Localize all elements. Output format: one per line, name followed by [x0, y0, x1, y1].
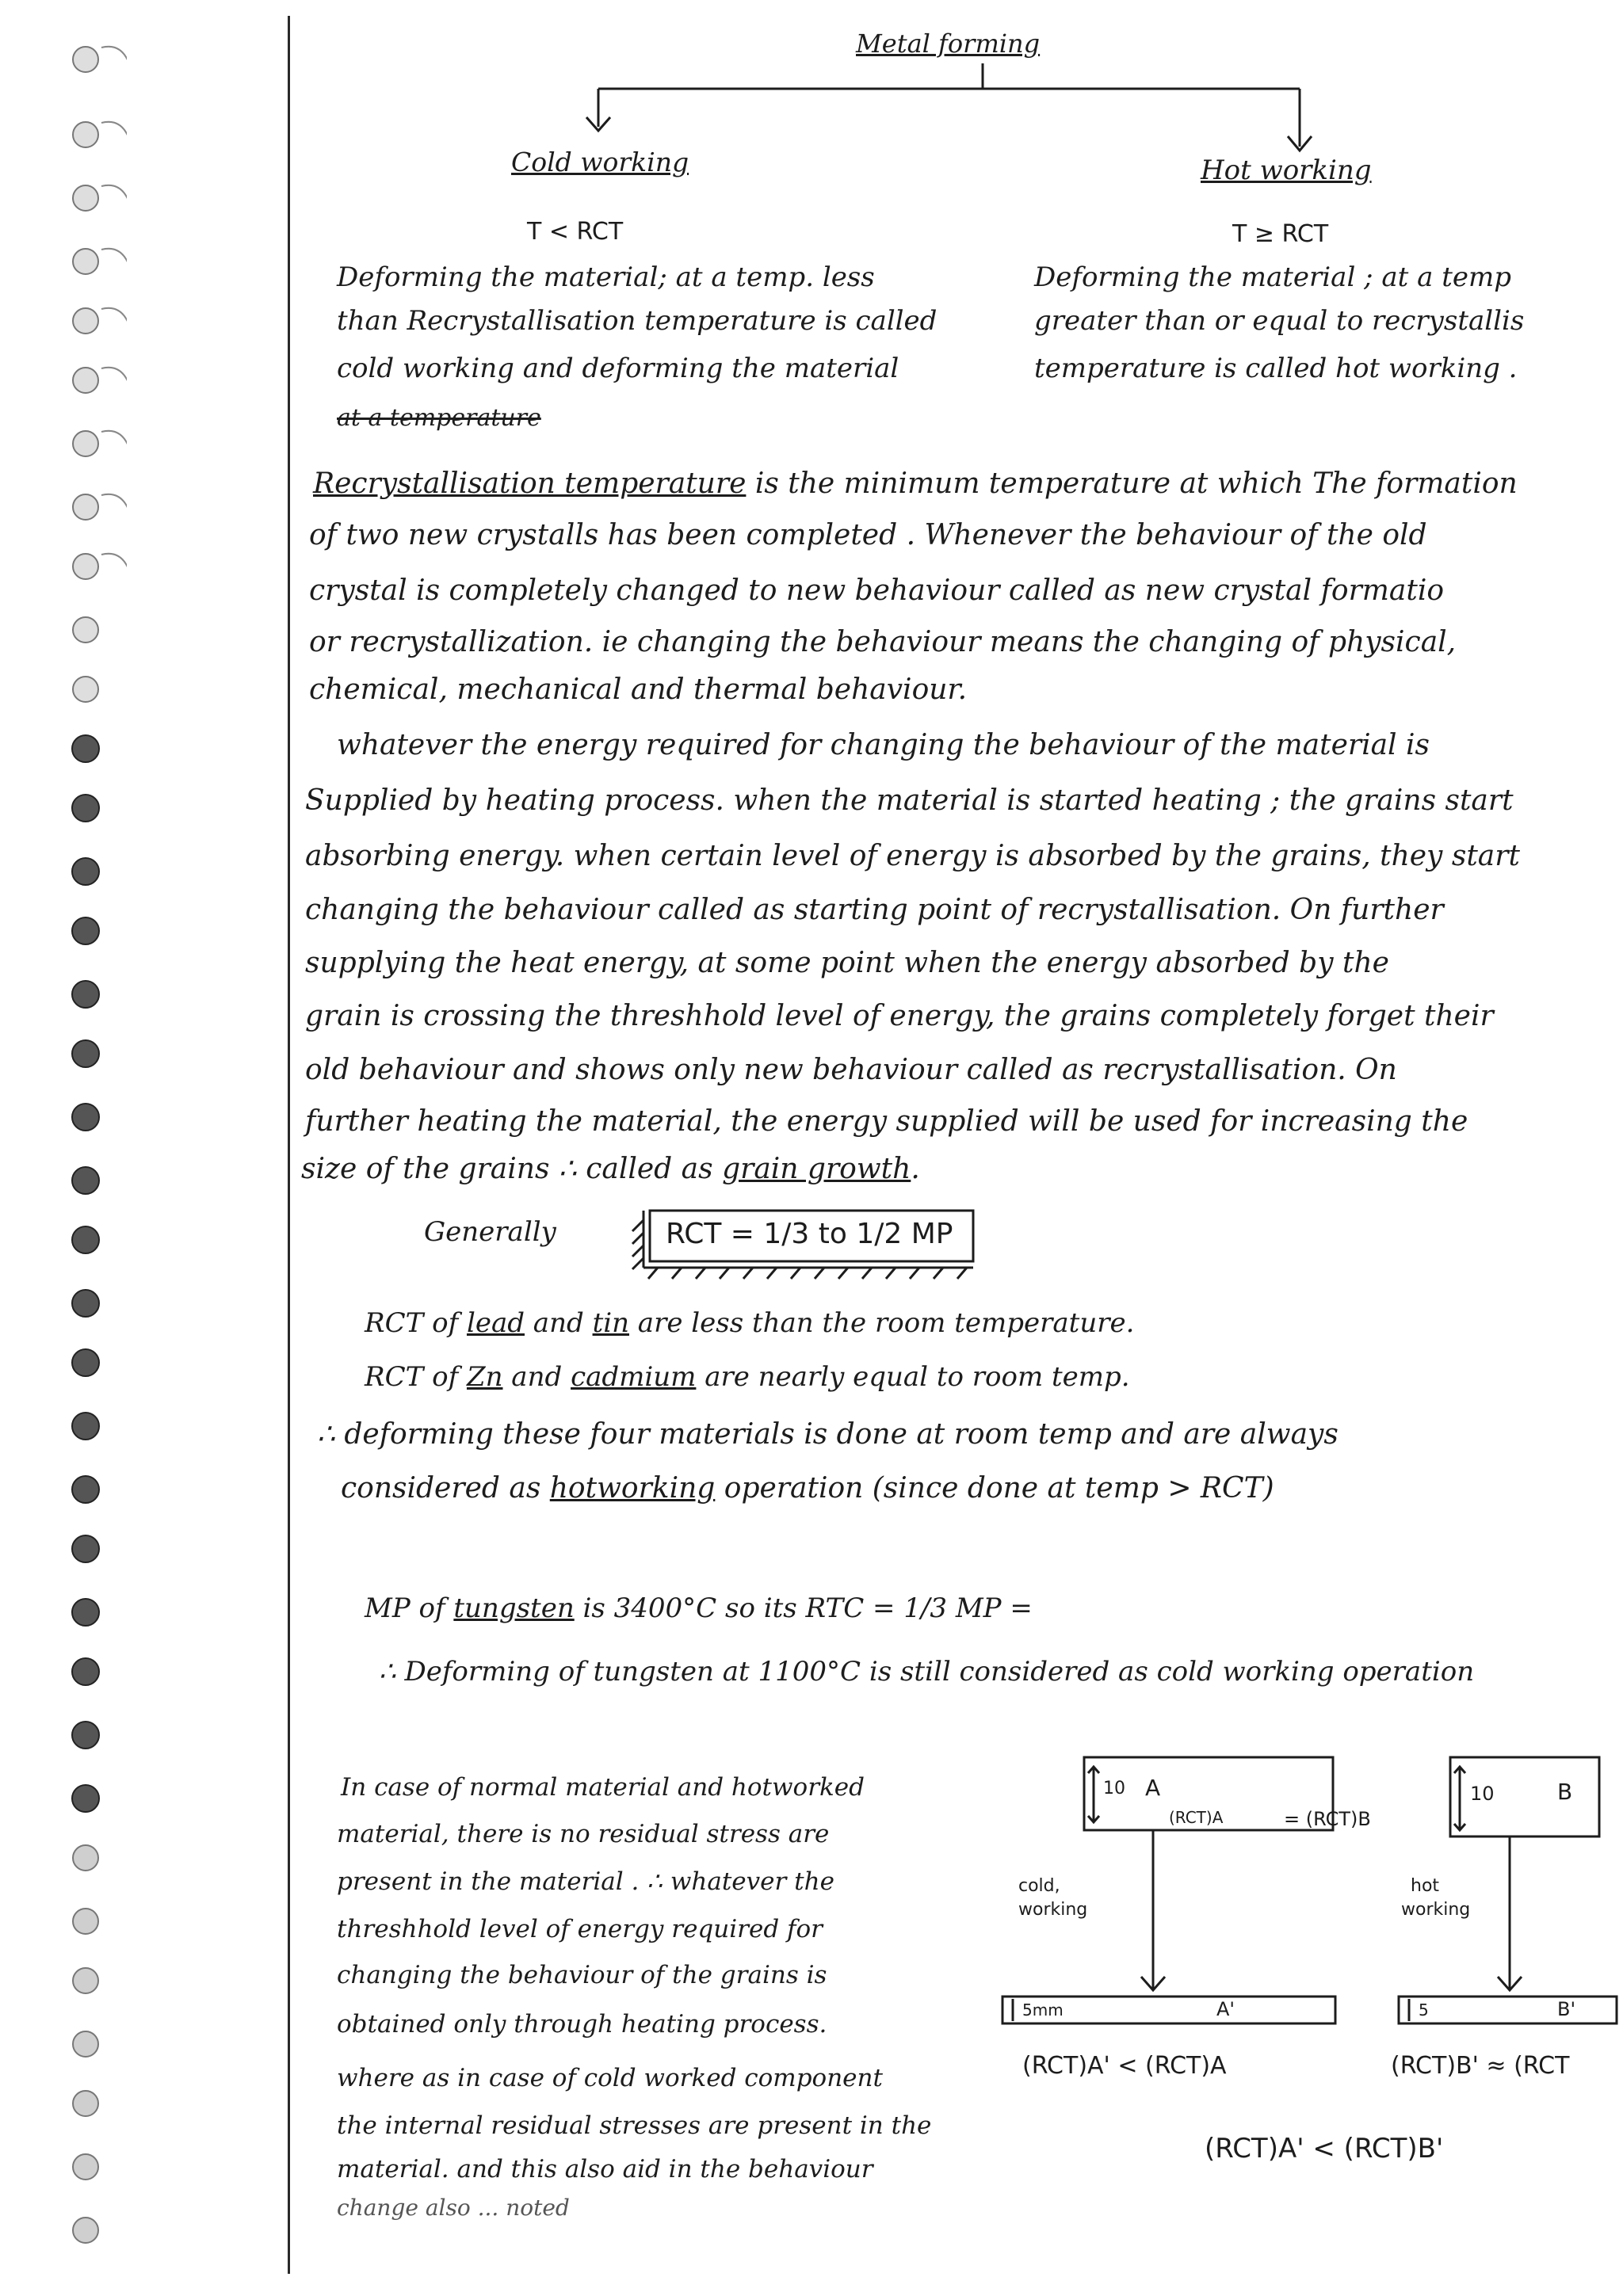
cold-working-title: Cold working: [511, 147, 689, 177]
rct-formula: RCT = 1/3 to 1/2 MP: [666, 1218, 953, 1250]
hot-line-1: Deforming the material ; at a temp: [1034, 261, 1512, 293]
block-b-dim: 10: [1470, 1783, 1495, 1805]
relation-a: (RCT)A' < (RCT)A: [1022, 2052, 1227, 2080]
tungsten-mp: MP of tungsten is 3400°C so its RTC = 1/3 MP =: [365, 1592, 1033, 1624]
p3-line-10: change also ... noted: [337, 2195, 570, 2221]
p2-line-4: changing the behaviour called as starting point of recrystallisation. On further: [305, 894, 1444, 926]
p2-line-9: size of the grains ∴ called as grain growth.: [301, 1153, 920, 1185]
hot-working-title: Hot working: [1201, 154, 1372, 186]
block-a1-dim: 5mm: [1022, 2000, 1064, 2019]
hot-condition: T ≥ RCT: [1232, 220, 1329, 248]
hot-label-2: working: [1401, 1900, 1471, 1920]
rct-lead-tin: RCT of lead and tin are less than the room temperature.: [365, 1307, 1135, 1339]
cold-label-2: working: [1018, 1900, 1088, 1920]
block-a1-name: A': [1216, 1998, 1235, 2020]
p3-line-6: obtained only through heating process.: [337, 2010, 827, 2039]
block-a-rct: (RCT)A: [1169, 1808, 1224, 1827]
p1-line-3: crystal is completely changed to new behaviour called as new crystal formatio: [309, 574, 1445, 607]
p3-line-8: the internal residual stresses are present in the: [337, 2111, 932, 2140]
rct-hotworking: considered as hotworking operation (since done at temp > RCT): [341, 1472, 1274, 1505]
hot-label: hot: [1411, 1876, 1440, 1896]
p3-line-1: In case of normal material and hotworked: [341, 1773, 865, 1802]
p1-line-2: of two new crystalls has been completed . Whenever the behaviour of the old: [309, 519, 1427, 551]
relation-b: (RCT)B' ≈ (RCT: [1391, 2052, 1570, 2080]
p3-line-3: present in the material . ∴ whatever the: [337, 1867, 834, 1896]
generally-label: Generally: [424, 1216, 556, 1248]
tungsten-deforming: ∴ Deforming of tungsten at 1100°C is still considered as cold working operation: [379, 1656, 1475, 1688]
p3-line-5: changing the behaviour of the grains is: [337, 1961, 827, 1989]
block-a-dim: 10: [1103, 1779, 1125, 1798]
hot-line-2: greater than or equal to recrystallis: [1034, 305, 1525, 337]
p1-line-5: chemical, mechanical and thermal behaviour.: [309, 673, 968, 706]
rct-equality: = (RCT)B: [1284, 1808, 1371, 1830]
p3-line-2: material, there is no residual stress are: [337, 1820, 830, 1848]
p2-line-6: grain is crossing the threshhold level of energy, the grains completely forget their: [305, 1000, 1494, 1032]
term-recrystallisation: Recrystallisation temperature: [313, 467, 747, 500]
relation-ab: (RCT)A' < (RCT)B': [1205, 2133, 1444, 2164]
block-b-name: B: [1557, 1779, 1573, 1805]
hot-line-3: temperature is called hot working .: [1034, 353, 1518, 384]
p1-line-1: Recrystallisation temperature is the minimum temperature at which The formation: [313, 467, 1518, 500]
rct-deforming: ∴ deforming these four materials is done at room temp and are always: [317, 1418, 1338, 1451]
cold-line-1: Deforming the material; at a temp. less: [337, 261, 875, 293]
p2-line-8: further heating the material, the energy supplied will be used for increasing the: [305, 1105, 1468, 1138]
term-grain-growth: grain growth: [722, 1153, 911, 1185]
p3-line-4: threshhold level of energy required for: [337, 1915, 823, 1943]
cold-line-4: at a temperature: [337, 404, 541, 432]
p1-line-4: or recrystallization. ie changing the behaviour means the changing of physical,: [309, 626, 1457, 658]
block-a-name: A: [1145, 1775, 1161, 1801]
p2-line-2: Supplied by heating process. when the material is started heating ; the grains start: [305, 784, 1514, 817]
p3-line-9: material. and this also aid in the behaviour: [337, 2155, 873, 2183]
cold-condition: T < RCT: [527, 218, 624, 246]
block-b1-name: B': [1557, 1998, 1576, 2020]
block-b1-dim: 5: [1419, 2000, 1429, 2019]
page-heading: Metal forming: [856, 29, 1041, 59]
p2-line-7: old behaviour and shows only new behaviour called as recrystallisation. On: [305, 1054, 1397, 1086]
cold-label: cold,: [1018, 1876, 1060, 1896]
p2-line-1: whatever the energy required for changing the behaviour of the material is: [337, 729, 1430, 761]
p2-line-3: absorbing energy. when certain level of energy is absorbed by the grains, they start: [305, 840, 1520, 872]
p3-line-7: where as in case of cold worked component: [337, 2064, 883, 2092]
cold-line-2: than Recrystallisation temperature is called: [337, 305, 938, 337]
p2-line-5: supplying the heat energy, at some point when the energy absorbed by the: [305, 947, 1389, 979]
cold-line-3: cold working and deforming the material: [337, 353, 899, 384]
rct-zn-cadmium: RCT of Zn and cadmium are nearly equal to room temp.: [365, 1361, 1130, 1393]
